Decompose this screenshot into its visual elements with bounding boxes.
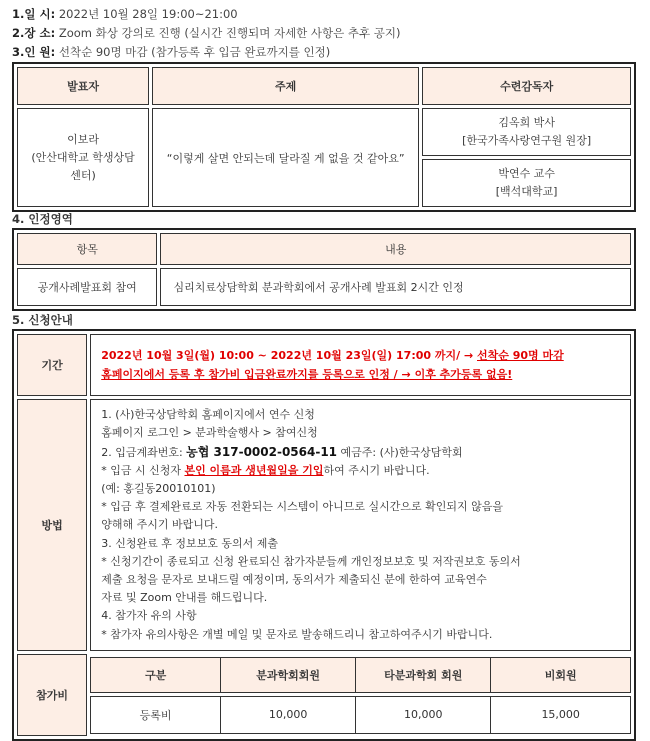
period-line-1: 2022년 10월 3일(월) 10:00 ~ 2022년 10월 23일(일) 17:00 까지/ → [101,349,477,362]
fee-table [90,654,631,737]
period-cell [90,334,631,396]
supervisor-1-name: 김옥희 박사 [498,116,555,129]
period-first-come: 선착순 90명 마감 [477,349,564,362]
recognition-table [12,228,636,311]
deposit-name-notice: 본인 이름과 생년월일을 기입 [184,463,324,477]
method-label: 방법 [17,399,87,651]
account-holder: 예금주: (사)한국상담학회 [337,445,463,459]
fee-header-nonmember: 비회원 [490,657,631,693]
application-table [12,329,636,741]
presenter-affil-1: (안산대학교 학생상담 [31,150,135,164]
fee-label: 참가비 [17,654,87,736]
method-line: * 참가자 유의사항은 개별 메일 및 문자로 발송해드리니 참고하여주시기 바랍니다. [101,627,493,641]
section-4-title: 4. 인정영역 [12,212,73,226]
bank-account: 농협 317-0002-0564-11 [186,444,338,459]
header-supervisor: 수련감독자 [422,67,631,105]
method-line: 하여 주시기 바랍니다. [323,463,430,477]
fee-header-member: 분과학회회원 [220,657,355,693]
info-date-label: 1.일 시: [12,7,56,21]
method-line: 3. 신청완료 후 정보보호 동의서 제출 [101,536,278,550]
fee-header-other-member: 타분과학회 회원 [355,657,490,693]
header-presenter: 발표자 [17,67,149,105]
info-date [12,6,238,22]
supervisor-1-affil: [한국가족사랑연구원 원장] [462,134,592,147]
info-people [12,44,330,60]
info-date-value: 2022년 10월 28일 19:00~21:00 [55,7,238,21]
header-content: 내용 [160,233,631,265]
method-line: 2. 입금계좌번호: [101,445,187,459]
method-line: 자료 및 Zoom 안내를 해드립니다. [101,591,268,605]
header-topic: 주제 [152,67,419,105]
period-label: 기간 [17,334,87,396]
method-line: 4. 참가자 유의 사항 [101,609,197,623]
presenter-table [12,62,636,212]
supervisor-2-cell [422,159,631,207]
fee-header-type: 구분 [90,657,220,693]
presenter-cell [17,108,149,207]
method-line: * 입금 후 결제완료로 자동 전환되는 시스템이 아니므로 실시간으로 확인되지 않음을 [101,500,503,514]
fee-member: 10,000 [220,696,355,734]
method-line: 양해해 주시기 바랍니다. [101,518,218,532]
method-cell [90,399,631,651]
method-line: (예: 홍길동20010101) [101,481,216,495]
period-line-2: 홈페이지에서 등록 후 참가비 입금완료까지를 등록으로 인정 / → 이후 추가등록 없음! [101,368,513,381]
method-line: 1. (사)한국상담학회 홈페이지에서 연수 신청 [101,408,315,422]
presenter-name: 이보라 [67,132,99,146]
fee-cell [90,654,631,736]
fee-nonmember: 15,000 [490,696,631,734]
fee-row-label: 등록비 [90,696,220,734]
recognition-item: 공개사례발표회 참여 [17,268,157,306]
header-item: 항목 [17,233,157,265]
method-line: 제출 요청을 문자로 보내드릴 예정이며, 동의서가 제출되신 분에 한하여 교육연수 [101,573,487,586]
supervisor-2-name: 박연수 교수 [498,167,555,180]
info-place-label: 2.장 소: [12,26,56,40]
supervisor-2-affil: [백석대학교] [495,185,558,198]
method-line: 홈페이지 로그인 > 분과학술행사 > 참여신청 [101,426,318,440]
method-line: * 입금 시 신청자 [101,463,185,477]
method-line: * 신청기간이 종료되고 신청 완료되신 참가자분들께 개인정보보호 및 저작권보호 동의서 [101,554,521,568]
info-people-value: 선착순 90명 마감 (참가등록 후 입금 완료까지를 인정) [55,45,331,59]
recognition-content: 심리치료상담학회 분과학회에서 공개사례 발표회 2시간 인정 [160,268,631,306]
topic-cell: “이렇게 살면 안되는데 달라질 게 없을 것 같아요” [152,108,419,207]
supervisor-1-cell [422,108,631,156]
info-people-label: 3.인 원: [12,45,56,59]
info-place-value: Zoom 화상 강의로 진행 (실시간 진행되며 자세한 사항은 추후 공지) [55,26,401,40]
section-5-title: 5. 신청안내 [12,313,73,327]
presenter-affil-2: 센터) [70,168,96,182]
fee-other-member: 10,000 [355,696,490,734]
info-place [12,25,401,41]
